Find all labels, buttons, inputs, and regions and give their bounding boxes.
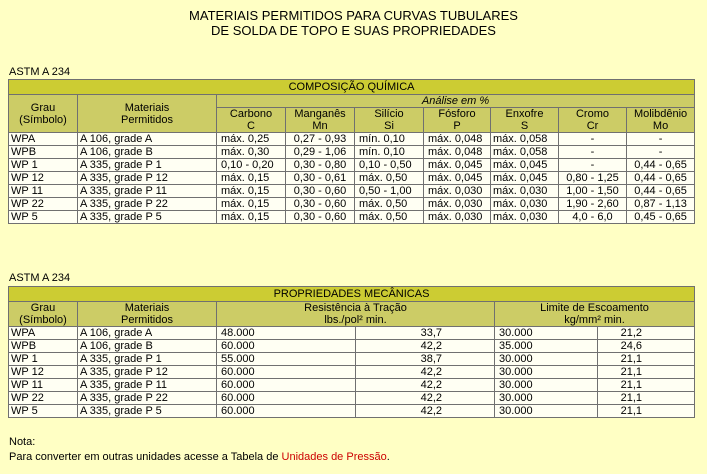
table-cell: WP 22 bbox=[9, 392, 78, 405]
table-cell: A 335, grade P 12 bbox=[78, 172, 217, 185]
table-cell: máx. 0,50 bbox=[355, 198, 424, 211]
chem-col-header: Carbono C bbox=[217, 108, 286, 133]
table-cell: máx. 0,15 bbox=[217, 211, 286, 224]
table-cell: 60.000 bbox=[217, 392, 356, 405]
table-cell: 24,6 bbox=[598, 340, 695, 353]
table-cell: máx. 0,030 bbox=[491, 185, 559, 198]
table-row bbox=[9, 405, 695, 418]
table-cell: 42,2 bbox=[356, 405, 495, 418]
table-cell: A 335, grade P 1 bbox=[78, 353, 217, 366]
table-cell: 0,45 - 0,65 bbox=[627, 211, 695, 224]
mechanical-band-title: PROPRIEDADES MECÂNICAS bbox=[9, 287, 695, 302]
tensile-header: Resistência à Tração lbs./pol² min. bbox=[217, 302, 495, 327]
table-cell: máx. 0,048 bbox=[424, 146, 491, 159]
table-cell: 60.000 bbox=[217, 379, 356, 392]
yield-header: Limite de Escoamento kg/mm² min. bbox=[495, 302, 695, 327]
table-cell: máx. 0,030 bbox=[424, 198, 491, 211]
table-cell: A 335, grade P 5 bbox=[78, 211, 217, 224]
table-cell: máx. 0,50 bbox=[355, 172, 424, 185]
note-label: Nota: bbox=[9, 436, 36, 448]
table-cell: 0,27 - 0,93 bbox=[286, 133, 355, 146]
table-cell: 60.000 bbox=[217, 405, 356, 418]
table-cell: 1,90 - 2,60 bbox=[559, 198, 627, 211]
table-cell: 21,1 bbox=[598, 379, 695, 392]
table-cell: máx. 0,045 bbox=[491, 172, 559, 185]
mechanical-properties-table bbox=[8, 286, 695, 418]
table-cell: 30.000 bbox=[495, 379, 598, 392]
table-cell: 21,1 bbox=[598, 366, 695, 379]
table-row bbox=[9, 211, 695, 224]
table-cell: 0,30 - 0,60 bbox=[286, 198, 355, 211]
chemical-standard-label: ASTM A 234 bbox=[9, 66, 71, 78]
table-row bbox=[9, 379, 695, 392]
table-cell: 60.000 bbox=[217, 366, 356, 379]
table-cell: 0,30 - 0,80 bbox=[286, 159, 355, 172]
table-cell: A 335, grade P 12 bbox=[78, 366, 217, 379]
table-cell: 0,30 - 0,60 bbox=[286, 185, 355, 198]
table-cell: máx. 0,058 bbox=[491, 146, 559, 159]
table-cell: A 106, grade B bbox=[78, 146, 217, 159]
table-cell: mín. 0,10 bbox=[355, 133, 424, 146]
table-cell: 42,2 bbox=[356, 392, 495, 405]
table-row bbox=[9, 146, 695, 159]
chem-col-header: Molibdênio Mo bbox=[627, 108, 695, 133]
pressure-units-link[interactable]: Unidades de Pressão bbox=[281, 451, 387, 463]
table-cell: 0,50 - 1,00 bbox=[355, 185, 424, 198]
table-cell: WP 1 bbox=[9, 353, 78, 366]
table-row bbox=[9, 172, 695, 185]
table-cell: máx. 0,058 bbox=[491, 133, 559, 146]
table-cell: 30.000 bbox=[495, 392, 598, 405]
table-cell: 0,30 - 0,60 bbox=[286, 211, 355, 224]
table-cell: WP 5 bbox=[9, 405, 78, 418]
table-cell: máx. 0,045 bbox=[424, 159, 491, 172]
table-cell: máx. 0,50 bbox=[355, 211, 424, 224]
table-cell: 42,2 bbox=[356, 379, 495, 392]
table-cell: WPA bbox=[9, 327, 78, 340]
chem-grade-header: Grau (Símbolo) bbox=[9, 95, 78, 133]
table-cell: 30.000 bbox=[495, 366, 598, 379]
table-cell: - bbox=[559, 133, 627, 146]
table-row bbox=[9, 366, 695, 379]
table-cell: mín. 0,10 bbox=[355, 146, 424, 159]
table-cell: 42,2 bbox=[356, 366, 495, 379]
table-cell: máx. 0,030 bbox=[491, 211, 559, 224]
table-cell: 30.000 bbox=[495, 353, 598, 366]
mech-material-header: Materiais Permitidos bbox=[78, 302, 217, 327]
chem-col-header: Silício Si bbox=[355, 108, 424, 133]
table-cell: A 335, grade P 11 bbox=[78, 185, 217, 198]
note-text: Para converter em outras unidades acesse a Tabela de Unidades de Pressão. bbox=[9, 451, 390, 463]
chemical-band-title: COMPOSIÇÃO QUÍMICA bbox=[9, 80, 695, 95]
table-cell: A 335, grade P 22 bbox=[78, 198, 217, 211]
table-row bbox=[9, 198, 695, 211]
table-cell: 1,00 - 1,50 bbox=[559, 185, 627, 198]
table-cell: 48.000 bbox=[217, 327, 356, 340]
table-cell: máx. 0,30 bbox=[217, 146, 286, 159]
table-cell: - bbox=[627, 133, 695, 146]
table-cell: 21,1 bbox=[598, 353, 695, 366]
table-row bbox=[9, 159, 695, 172]
table-cell: 21,2 bbox=[598, 327, 695, 340]
table-row bbox=[9, 327, 695, 340]
page-title bbox=[0, 8, 707, 38]
table-cell: máx. 0,030 bbox=[424, 211, 491, 224]
table-cell: A 106, grade B bbox=[78, 340, 217, 353]
title-line-2: DE SOLDA DE TOPO E SUAS PROPRIEDADES bbox=[211, 23, 496, 38]
table-cell: WPA bbox=[9, 133, 78, 146]
table-cell: máx. 0,030 bbox=[491, 198, 559, 211]
table-cell: máx. 0,045 bbox=[424, 172, 491, 185]
table-cell: máx. 0,15 bbox=[217, 198, 286, 211]
table-cell: 0,44 - 0,65 bbox=[627, 159, 695, 172]
table-cell: 0,10 - 0,20 bbox=[217, 159, 286, 172]
table-cell: WP 12 bbox=[9, 366, 78, 379]
table-cell: 0,87 - 1,13 bbox=[627, 198, 695, 211]
table-cell: WP 1 bbox=[9, 159, 78, 172]
table-cell: 30.000 bbox=[495, 405, 598, 418]
table-cell: A 335, grade P 11 bbox=[78, 379, 217, 392]
table-cell: A 106, grade A bbox=[78, 133, 217, 146]
table-cell: 0,30 - 0,61 bbox=[286, 172, 355, 185]
table-cell: 4,0 - 6,0 bbox=[559, 211, 627, 224]
mech-grade-header: Grau (Símbolo) bbox=[9, 302, 78, 327]
table-cell: 0,80 - 1,25 bbox=[559, 172, 627, 185]
table-cell: - bbox=[627, 146, 695, 159]
table-cell: 21,1 bbox=[598, 392, 695, 405]
analysis-header: Análise em % bbox=[217, 95, 695, 108]
table-cell: - bbox=[559, 146, 627, 159]
table-cell: WP 11 bbox=[9, 379, 78, 392]
chemical-composition-table bbox=[8, 79, 695, 224]
table-cell: A 335, grade P 5 bbox=[78, 405, 217, 418]
table-cell: máx. 0,045 bbox=[491, 159, 559, 172]
table-cell: 60.000 bbox=[217, 340, 356, 353]
table-cell: A 106, grade A bbox=[78, 327, 217, 340]
table-cell: 0,44 - 0,65 bbox=[627, 185, 695, 198]
table-cell: 21,1 bbox=[598, 405, 695, 418]
table-cell: 0,10 - 0,50 bbox=[355, 159, 424, 172]
table-cell: máx. 0,048 bbox=[424, 133, 491, 146]
table-cell: máx. 0,15 bbox=[217, 172, 286, 185]
table-row bbox=[9, 185, 695, 198]
chem-col-header: Cromo Cr bbox=[559, 108, 627, 133]
table-cell: 35.000 bbox=[495, 340, 598, 353]
table-cell: 30.000 bbox=[495, 327, 598, 340]
chem-col-header: Fósforo P bbox=[424, 108, 491, 133]
table-row bbox=[9, 133, 695, 146]
table-cell: A 335, grade P 1 bbox=[78, 159, 217, 172]
chem-col-header: Enxofre S bbox=[491, 108, 559, 133]
table-row bbox=[9, 340, 695, 353]
chem-material-header: Materiais Permitidos bbox=[78, 95, 217, 133]
table-cell: WPB bbox=[9, 340, 78, 353]
table-row bbox=[9, 353, 695, 366]
table-cell: 38,7 bbox=[356, 353, 495, 366]
table-cell: 55.000 bbox=[217, 353, 356, 366]
table-cell: 42,2 bbox=[356, 340, 495, 353]
table-cell: WP 12 bbox=[9, 172, 78, 185]
table-cell: máx. 0,030 bbox=[424, 185, 491, 198]
table-row bbox=[9, 392, 695, 405]
title-line-1: MATERIAIS PERMITIDOS PARA CURVAS TUBULARES bbox=[189, 8, 518, 23]
table-cell: 0,44 - 0,65 bbox=[627, 172, 695, 185]
table-cell: 33,7 bbox=[356, 327, 495, 340]
chem-col-header: Manganês Mn bbox=[286, 108, 355, 133]
table-cell: WPB bbox=[9, 146, 78, 159]
table-cell: WP 11 bbox=[9, 185, 78, 198]
mechanical-standard-label: ASTM A 234 bbox=[9, 272, 71, 284]
table-cell: máx. 0,25 bbox=[217, 133, 286, 146]
table-cell: - bbox=[559, 159, 627, 172]
table-cell: WP 22 bbox=[9, 198, 78, 211]
table-cell: máx. 0,15 bbox=[217, 185, 286, 198]
table-cell: WP 5 bbox=[9, 211, 78, 224]
table-cell: A 335, grade P 22 bbox=[78, 392, 217, 405]
table-cell: 0,29 - 1,06 bbox=[286, 146, 355, 159]
